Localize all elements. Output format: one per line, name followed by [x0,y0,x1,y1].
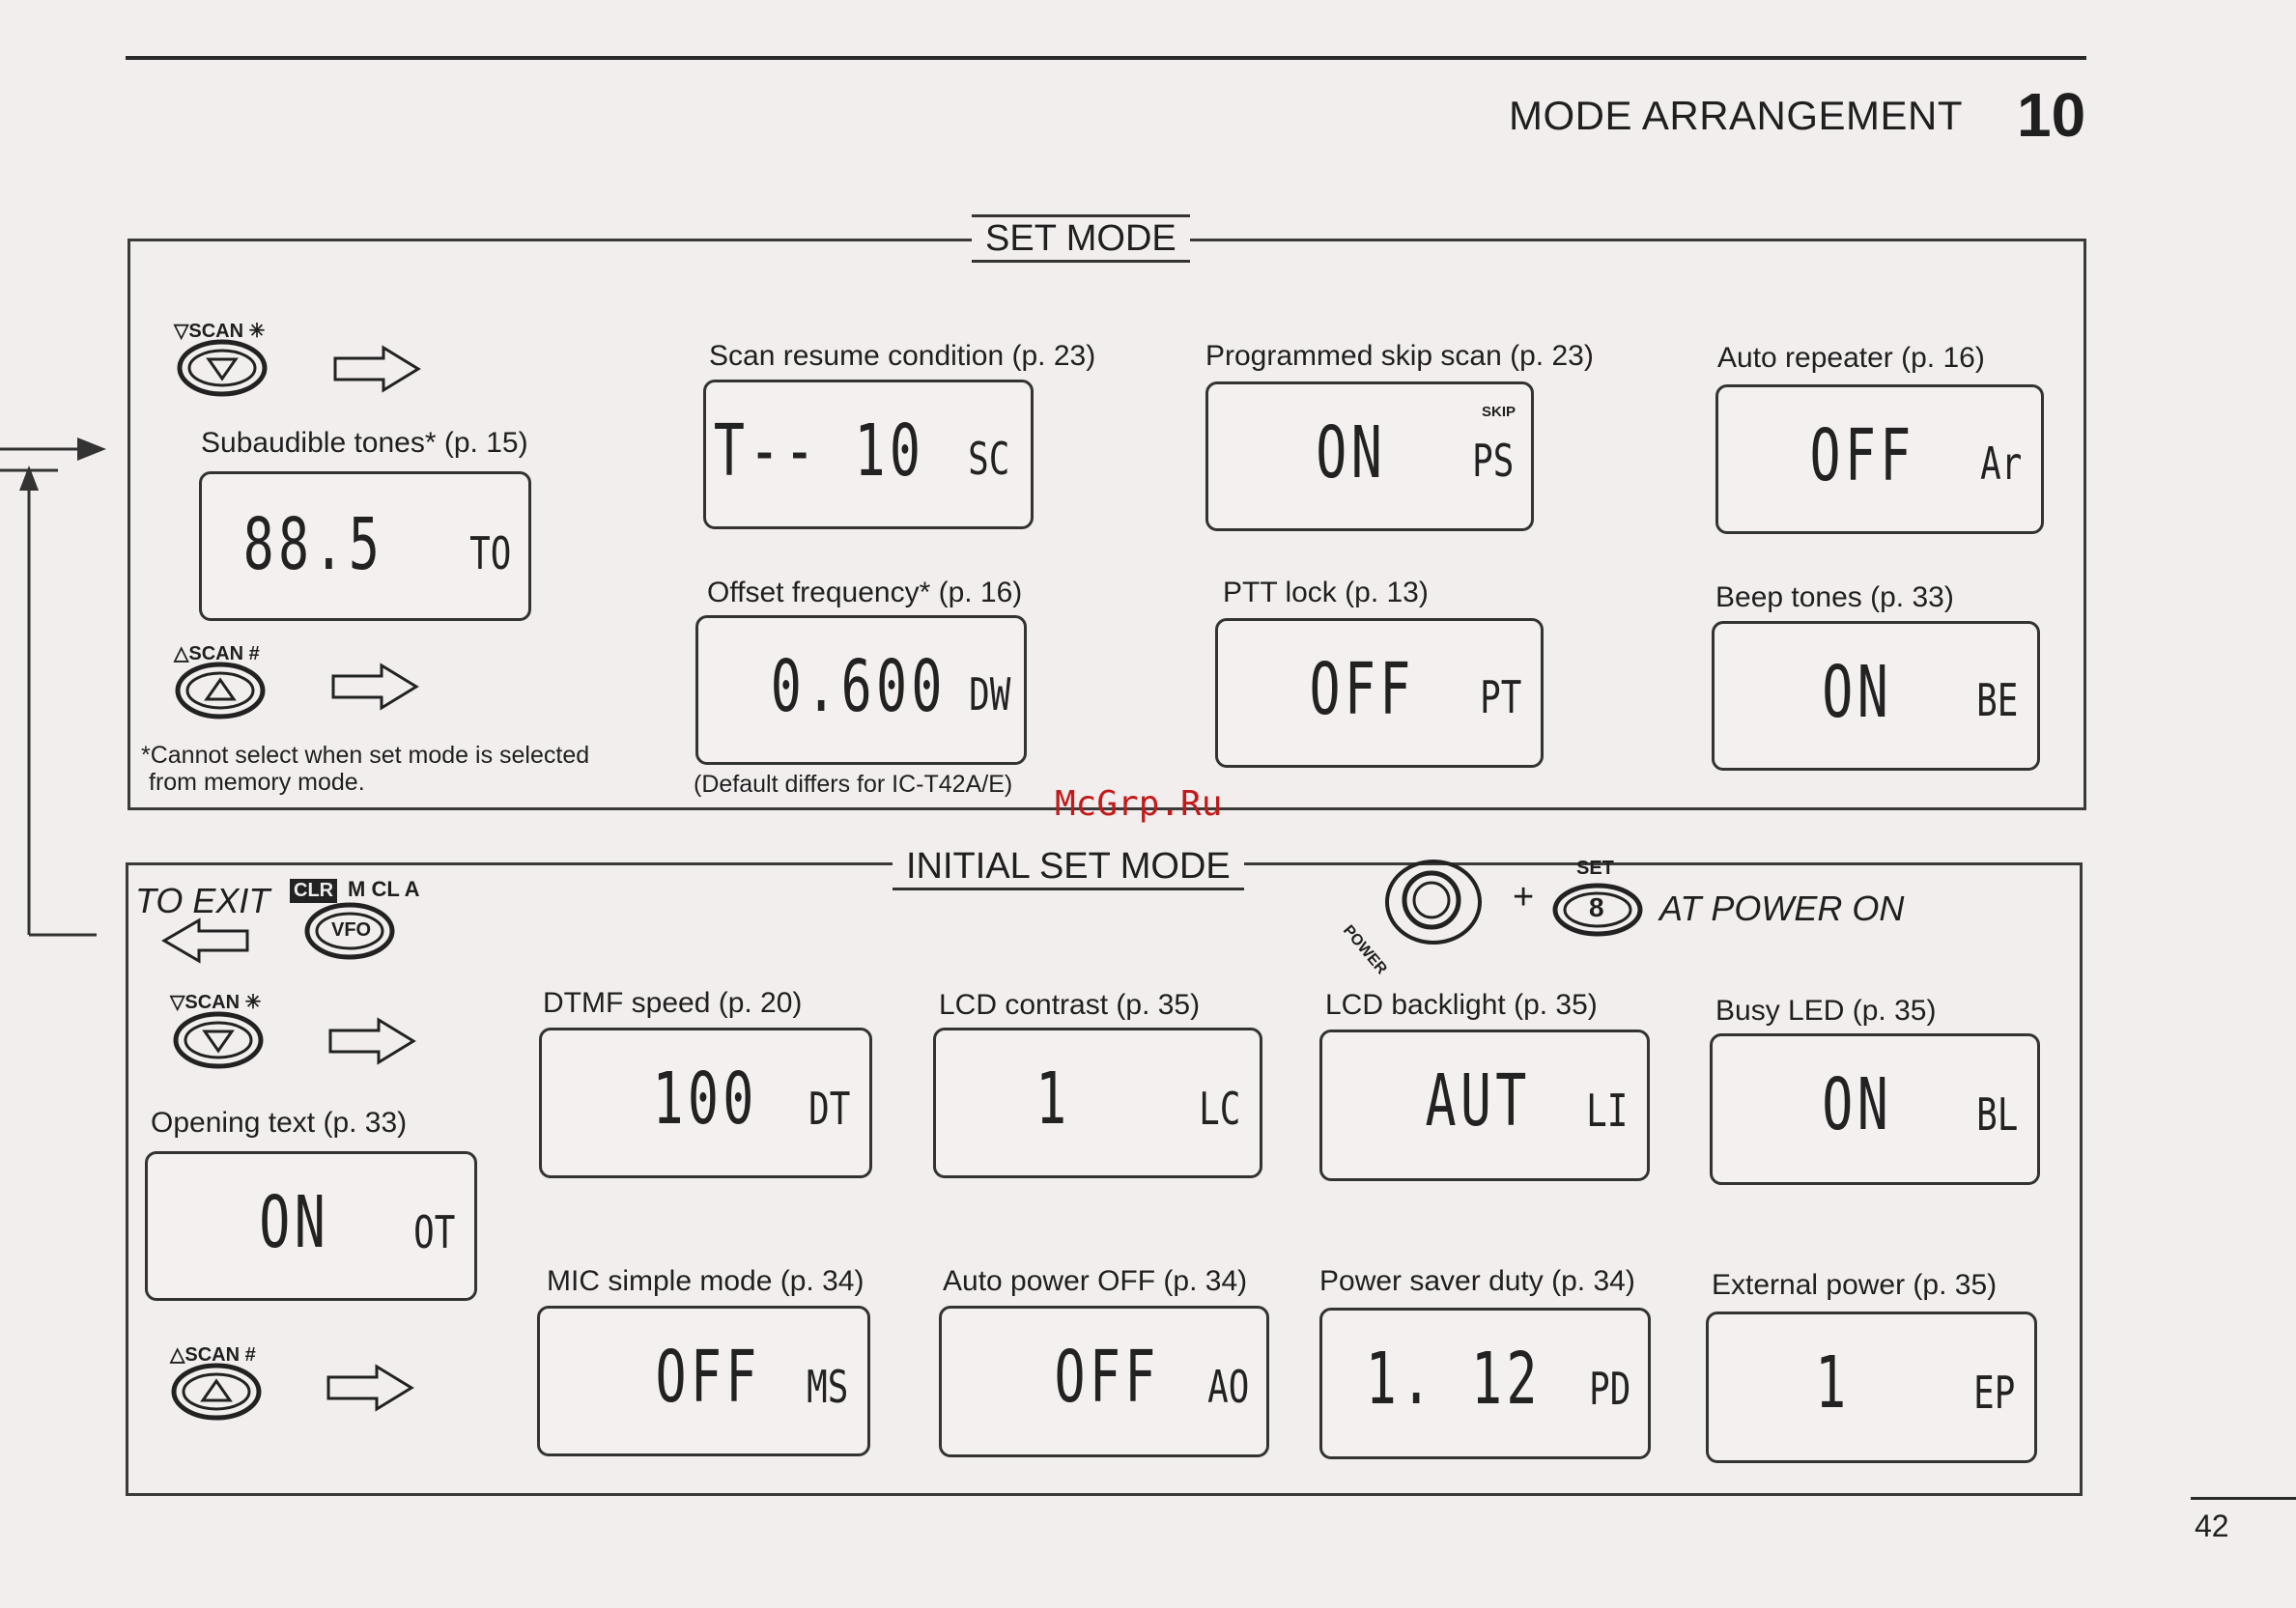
set-key-label: SET [1576,858,1614,879]
offset-frequency-lcd [695,615,1027,765]
dtmf-speed-lcd [539,1028,872,1178]
page-number: 42 [2195,1509,2229,1543]
power-saver-label: Power saver duty (p. 34) [1319,1265,1635,1297]
lcd-code: PD [1588,1363,1630,1415]
lcd-value: 1 [1815,1341,1851,1425]
right-arrow-icon [333,345,422,393]
right-arrow-icon [328,1017,417,1065]
busy-led-lcd [1710,1033,2040,1185]
lcd-code: OT [412,1206,455,1258]
lcd-code: AO [1206,1361,1249,1413]
vfo-label: VFO [331,919,372,941]
scan-up-label: △SCAN # [170,1344,256,1366]
beep-tones-lcd [1712,621,2040,771]
beep-tones-label: Beep tones (p. 33) [1715,581,1954,613]
mic-simple-label: MIC simple mode (p. 34) [547,1265,865,1297]
scan-down-button[interactable] [172,1010,269,1070]
header-rule [126,56,2086,60]
skip-indicator: SKIP [1481,404,1516,420]
skip-scan-label: Programmed skip scan (p. 23) [1205,340,1594,372]
power-saver-lcd [1319,1308,1651,1459]
right-arrow-icon [331,663,420,711]
lcd-value: OFF [1309,648,1415,731]
lcd-code: DT [808,1083,850,1135]
opening-text-label: Opening text (p. 33) [151,1107,408,1139]
lcd-code: EP [1972,1367,2015,1419]
chapter-number: 10 [2017,80,2086,150]
clr-badge: CLR [290,879,337,903]
lcd-value: 1 [1035,1058,1071,1141]
lcd-value: ON [259,1181,329,1264]
page-title: MODE ARRANGEMENT [1509,93,1964,138]
lcd-code: MS [806,1361,848,1413]
skip-scan-lcd [1205,381,1534,531]
lcd-code: LC [1198,1083,1240,1135]
lcd-value: 100 [652,1058,758,1141]
lcd-value: 0.600 [771,645,947,728]
auto-repeater-label: Auto repeater (p. 16) [1717,342,1985,374]
lcd-value: AUT [1425,1059,1531,1143]
lcd-backlight-label: LCD backlight (p. 35) [1325,989,1598,1021]
lcd-value: 1. 12 [1366,1338,1542,1421]
external-power-label: External power (p. 35) [1712,1269,1998,1301]
mic-simple-lcd [537,1306,870,1456]
lcd-code: BL [1975,1088,2018,1141]
right-arrow-icon [326,1364,415,1412]
opening-text-lcd [145,1151,477,1301]
auto-power-off-lcd [939,1306,1269,1457]
lcd-value: ON [1822,1063,1892,1146]
lcd-value: OFF [1809,414,1915,497]
lcd-value: OFF [655,1336,761,1419]
auto-repeater-lcd [1715,384,2044,534]
scan-up-button[interactable] [174,661,270,720]
initial-set-mode-title: INITIAL SET MODE [893,845,1244,890]
subaudible-tones-lcd [199,471,531,621]
lcd-backlight-lcd [1319,1030,1650,1181]
mcla-label: M CL A [348,877,420,901]
lcd-code: SC [967,433,1009,485]
subaudible-tones-label: Subaudible tones* (p. 15) [201,427,528,459]
dtmf-speed-label: DTMF speed (p. 20) [543,987,803,1019]
set-key-number: 8 [1589,892,1604,922]
lcd-code: BE [1975,674,2018,726]
lcd-contrast-lcd [933,1028,1262,1178]
ptt-lock-label: PTT lock (p. 13) [1223,577,1429,608]
power-label: POWER [1339,922,1390,978]
left-arrow-icon [158,917,251,964]
lcd-value: ON [1316,411,1386,494]
lcd-contrast-label: LCD contrast (p. 35) [939,989,1201,1021]
scan-down-button[interactable] [176,338,272,398]
lcd-value: T-- 10 [713,409,924,493]
lcd-value: 88.5 [242,503,383,586]
return-arrow-icon [0,425,116,946]
footnote-line-1: *Cannot select when set mode is selected [141,742,590,769]
plus-sign: + [1513,877,1535,917]
watermark-text: McGrp.Ru [1055,784,1223,824]
at-power-on-label: AT POWER ON [1659,889,1905,928]
scan-down-label: ▽SCAN ✳ [170,992,262,1013]
lcd-code: TO [468,527,511,579]
busy-led-label: Busy LED (p. 35) [1715,995,1937,1027]
set-mode-title: SET MODE [972,214,1190,263]
scan-up-button[interactable] [170,1362,267,1422]
scan-down-label: ▽SCAN ✳ [174,321,266,342]
lcd-code: PT [1479,671,1521,723]
scan-resume-label: Scan resume condition (p. 23) [709,340,1096,372]
lcd-value: OFF [1054,1336,1160,1419]
scan-up-label: △SCAN # [174,643,260,664]
ptt-lock-lcd [1215,618,1544,768]
lcd-value: ON [1822,651,1892,734]
lcd-code: DW [968,668,1010,720]
to-exit-label: TO EXIT [135,881,270,920]
footer-rule [2191,1497,2296,1500]
external-power-lcd [1706,1312,2037,1463]
lcd-code: PS [1471,435,1514,487]
offset-default-note: (Default differs for IC-T42A/E) [694,771,1013,798]
lcd-code: LI [1585,1085,1628,1137]
power-button[interactable] [1360,850,1505,971]
scan-resume-lcd [703,380,1034,529]
auto-power-off-label: Auto power OFF (p. 34) [943,1265,1248,1297]
lcd-code: Ar [1979,437,2022,490]
offset-frequency-label: Offset frequency* (p. 16) [707,577,1023,608]
footnote-line-2: from memory mode. [149,769,365,796]
